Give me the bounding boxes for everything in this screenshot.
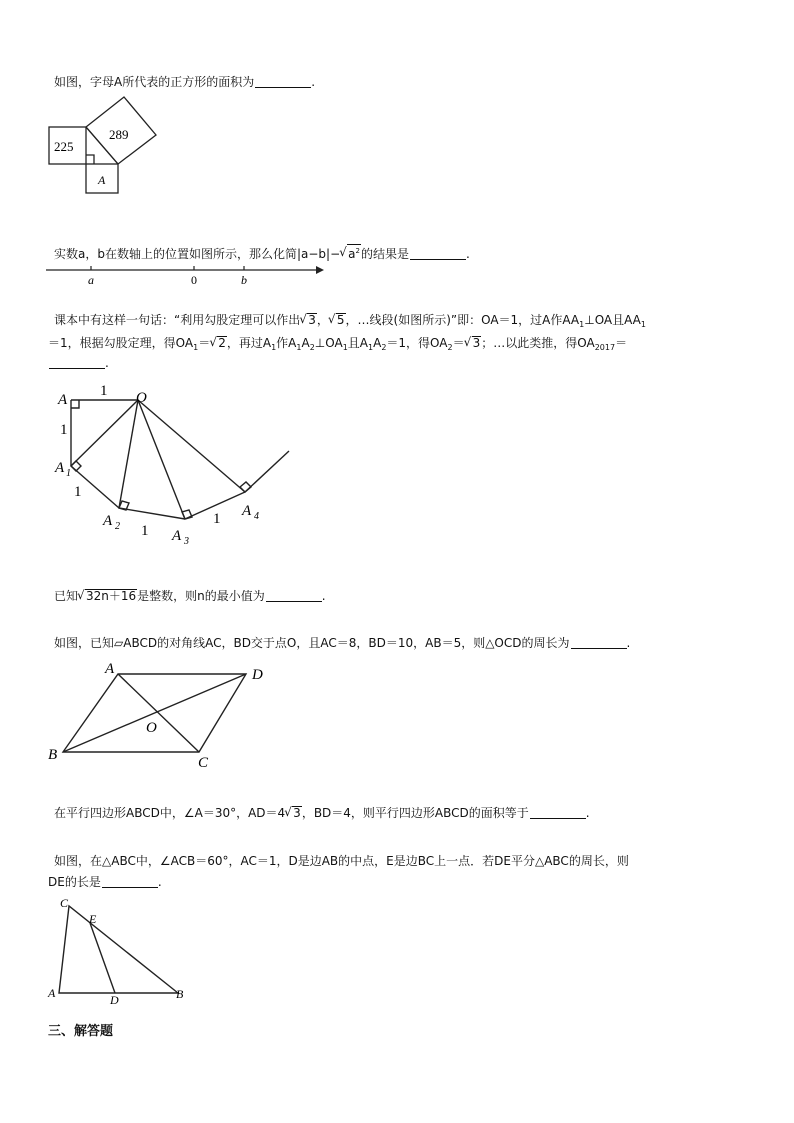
label-a3: A: [172, 528, 182, 544]
subscript: 1: [193, 343, 199, 352]
subscript: 1: [271, 343, 277, 352]
answer-blank: [102, 875, 158, 888]
punct: .: [157, 875, 162, 889]
label-one: 1: [74, 484, 82, 500]
subscript: 2: [447, 343, 453, 352]
subscript: 1: [579, 320, 585, 329]
t: ，再过A: [226, 336, 272, 350]
subscript: 1: [342, 343, 348, 352]
axis-label-a: a: [88, 273, 94, 287]
label-a4-sub: 4: [254, 511, 259, 522]
radical: [465, 334, 482, 352]
question-2-text: 实数a，b在数轴上的位置如图所示，那么化简|a−b|−: [54, 247, 341, 261]
label-o: O: [146, 720, 157, 736]
t: 在平行四边形ABCD中，∠A＝30°，AD＝4: [54, 806, 286, 820]
number-line: [46, 262, 331, 292]
t: ＝: [198, 336, 211, 350]
label-d: D: [252, 667, 263, 683]
question-5-text: 如图，已知▱ABCD的对角线AC，BD交于点O，且AC＝8，BD＝10，AB＝5，则△OCD的周长为: [54, 636, 570, 650]
t: 且A: [347, 336, 368, 350]
punct: .: [585, 806, 590, 820]
question-1-text: 如图，字母A所代表的正方形的面积为: [54, 75, 255, 89]
figure-spiral: [50, 380, 300, 550]
t: 是整数，则n的最小值为: [137, 589, 265, 603]
question-7-line-2: [48, 873, 162, 891]
t: ＝1，根据勾股定理，得OA: [48, 336, 194, 350]
label-e: E: [89, 912, 97, 926]
question-7-line-1: [54, 852, 629, 870]
radical: [78, 587, 137, 605]
figure-parallelogram: [45, 660, 285, 775]
punct: .: [105, 356, 109, 370]
radicand: 3: [472, 336, 481, 350]
answer-blank: [255, 75, 311, 88]
radical: [340, 244, 361, 263]
radical: [300, 311, 317, 329]
t: ⊥OA: [314, 336, 343, 350]
answer-blank: [530, 806, 586, 819]
answer-blank: [410, 247, 466, 260]
t: ＝: [452, 336, 465, 350]
label-a1-sub: 1: [66, 468, 71, 479]
t: ⊥OA且AA: [584, 313, 641, 327]
label-a: A: [105, 661, 115, 677]
t: ＝: [615, 336, 628, 350]
label-a1: A: [55, 460, 65, 476]
subscript: 1: [368, 343, 374, 352]
label-c: C: [60, 896, 69, 910]
label-225: 225: [54, 139, 74, 154]
label-a: A: [98, 173, 106, 187]
answer-blank: [571, 636, 627, 649]
label-a: A: [58, 392, 68, 408]
punct: .: [321, 589, 326, 603]
label-a2: A: [103, 513, 113, 529]
radical: [329, 311, 346, 329]
answer-blank: [49, 356, 105, 369]
t: ，…线段(如图所示)”即：OA＝1，过A作AA: [345, 313, 580, 327]
subscript: 1: [296, 343, 302, 352]
t: A: [373, 336, 382, 350]
t: A: [301, 336, 310, 350]
figure-squares: [40, 95, 170, 200]
t: ；…以此类推，得OA: [481, 336, 595, 350]
label-b: B: [48, 747, 58, 763]
question-2-text-b: 的结果是: [360, 247, 409, 261]
subscript: 1: [640, 320, 646, 329]
label-one: 1: [60, 422, 68, 438]
label-b: B: [176, 987, 184, 1001]
radicand: a: [348, 247, 356, 261]
t: DE的长是: [48, 875, 101, 889]
question-5: [54, 634, 630, 652]
t: 作A: [276, 336, 297, 350]
radical: [210, 334, 227, 352]
axis-label-b: b: [241, 273, 247, 287]
answer-blank: [266, 589, 322, 602]
question-6: [54, 804, 590, 822]
radicand: 3: [308, 313, 316, 327]
question-3-line-2: [48, 334, 627, 357]
radicand: 2: [218, 336, 226, 350]
punct: .: [626, 636, 631, 650]
axis-label-zero: 0: [191, 273, 197, 287]
punct: .: [311, 75, 316, 89]
exponent: 2: [355, 247, 360, 255]
radicand: 3: [293, 806, 301, 820]
radical: [285, 804, 302, 822]
subscript: 2: [309, 343, 315, 352]
label-a2-sub: 2: [115, 521, 120, 532]
label-one: 1: [213, 511, 221, 527]
question-7-text: 如图，在△ABC中，∠ACB＝60°，AC＝1，D是边AB的中点，E是边BC上一点．若DE平分△ABC的周长，则: [54, 854, 629, 868]
t: ，BD＝4，则平行四边形ABCD的面积等于: [301, 806, 529, 820]
question-4: [54, 587, 326, 605]
label-c: C: [198, 755, 209, 771]
question-3-line-1: [54, 311, 646, 334]
question-3-line-3: [48, 354, 109, 372]
punct: .: [465, 247, 470, 261]
label-a4: A: [242, 503, 252, 519]
label-a: A: [48, 986, 56, 1000]
question-1: [54, 73, 315, 91]
subscript: 2: [381, 343, 387, 352]
label-289: 289: [109, 127, 129, 142]
right-angle-mark: [86, 155, 94, 164]
section-title: 三、解答题: [48, 1024, 114, 1039]
label-one: 1: [100, 383, 108, 399]
question-2: [54, 244, 470, 263]
label-one: 1: [141, 523, 149, 539]
label-o: O: [136, 390, 147, 406]
subscript: 2017: [594, 343, 616, 352]
arrow-icon: [316, 266, 324, 274]
figure-triangle: [45, 895, 205, 1010]
label-d: D: [110, 993, 119, 1007]
radicand: 32n＋16: [86, 589, 137, 603]
t: 课本中有这样一句话：“利用勾股定理可以作出: [54, 313, 301, 327]
label-a3-sub: 3: [184, 536, 189, 547]
t: 已知: [54, 589, 79, 603]
t: ＝1，得OA: [386, 336, 448, 350]
radicand: 5: [336, 313, 345, 327]
t: ，: [316, 313, 329, 327]
